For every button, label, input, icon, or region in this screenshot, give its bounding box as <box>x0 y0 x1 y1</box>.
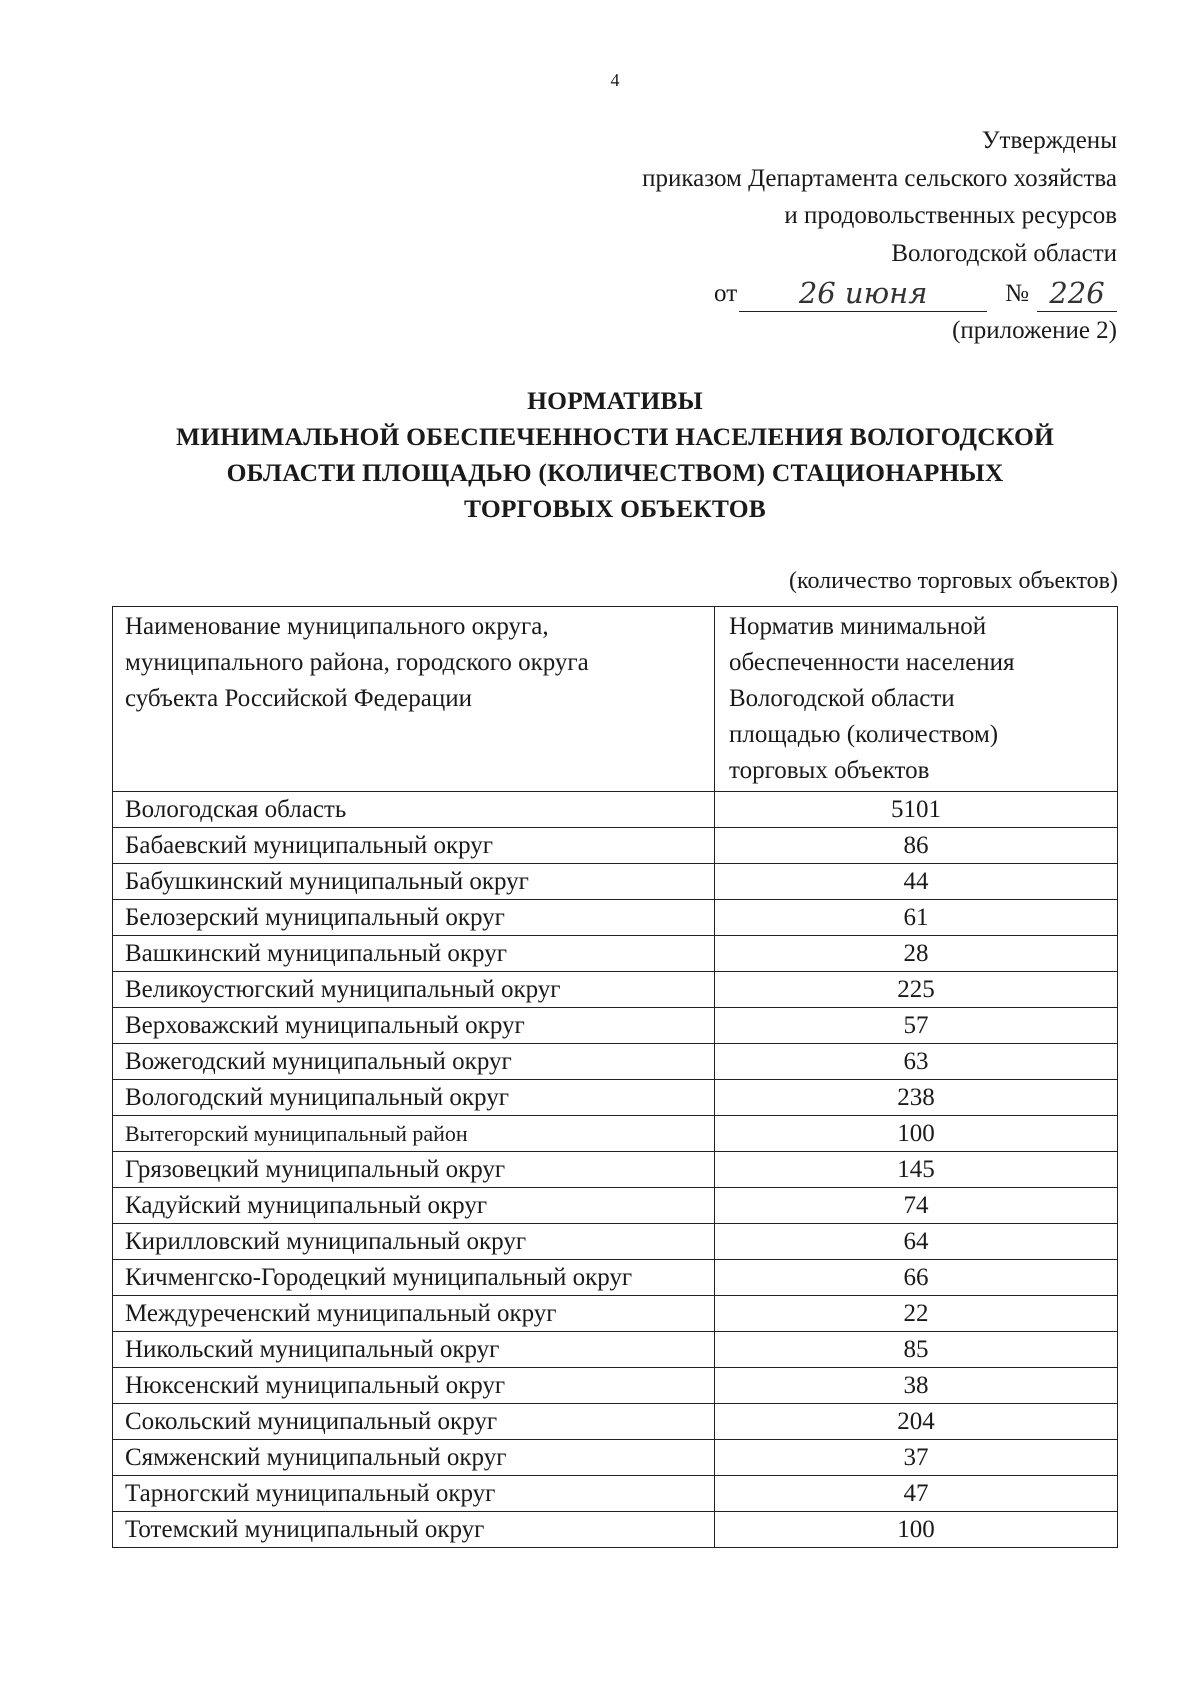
table-row <box>113 1404 1118 1440</box>
table-row <box>113 828 1118 864</box>
order-date-number <box>642 272 1117 312</box>
row-value: 37 <box>715 1440 1118 1476</box>
date-prefix: от <box>714 279 738 307</box>
row-value: 38 <box>715 1368 1118 1404</box>
unit-note: (количество торговых объектов) <box>789 568 1118 594</box>
row-value: 63 <box>715 1044 1118 1080</box>
table-row <box>113 1512 1118 1548</box>
number-prefix: № <box>1005 279 1029 307</box>
table-row <box>113 1476 1118 1512</box>
handwritten-date: 26 июня <box>739 275 987 312</box>
row-value: 64 <box>715 1224 1118 1260</box>
row-name: Великоустюгский муниципальный округ <box>113 972 715 1008</box>
header-value-line: обеспеченности населения <box>729 649 1015 676</box>
row-value: 100 <box>715 1116 1118 1152</box>
header-value-line: площадью (количеством) <box>729 721 999 748</box>
header-value-line: Вологодской области <box>729 685 955 712</box>
row-name: Вологодский муниципальный округ <box>113 1080 715 1116</box>
row-name: Кичменгско-Городецкий муниципальный округ <box>113 1260 715 1296</box>
table-row <box>113 1260 1118 1296</box>
row-name: Бабаевский муниципальный округ <box>113 828 715 864</box>
table-header-row <box>113 607 1118 792</box>
row-value: 44 <box>715 864 1118 900</box>
row-value: 225 <box>715 972 1118 1008</box>
approval-line-4: Вологодской области <box>891 239 1117 267</box>
table-row <box>113 864 1118 900</box>
row-name: Вологодская область <box>113 792 715 828</box>
document-title <box>0 383 1200 527</box>
row-value: 85 <box>715 1332 1118 1368</box>
approval-line-2: приказом Департамента сельского хозяйства <box>642 164 1117 192</box>
table-row <box>113 900 1118 936</box>
row-value: 47 <box>715 1476 1118 1512</box>
norms-table <box>112 606 1118 1548</box>
title-line-1: НОРМАТИВЫ <box>527 386 703 415</box>
header-value-cell <box>715 607 1118 792</box>
table-row <box>113 936 1118 972</box>
table-row <box>113 1044 1118 1080</box>
row-name: Белозерский муниципальный округ <box>113 900 715 936</box>
row-name: Тарногский муниципальный округ <box>113 1476 715 1512</box>
title-line-4: ТОРГОВЫХ ОБЪЕКТОВ <box>464 494 766 523</box>
header-name-line: муниципального района, городского округа <box>125 649 589 676</box>
table-row <box>113 1116 1118 1152</box>
row-value: 28 <box>715 936 1118 972</box>
title-line-2: МИНИМАЛЬНОЙ ОБЕСПЕЧЕННОСТИ НАСЕЛЕНИЯ ВОЛОГОДСКОЙ <box>175 422 1055 451</box>
header-value-line: торговых объектов <box>729 757 930 784</box>
row-value: 57 <box>715 1008 1118 1044</box>
row-name: Сокольский муниципальный округ <box>113 1404 715 1440</box>
header-name-line: Наименование муниципального округа, <box>125 613 549 640</box>
header-name-cell <box>113 607 715 792</box>
row-value: 204 <box>715 1404 1118 1440</box>
table-row <box>113 1296 1118 1332</box>
row-name: Бабушкинский муниципальный округ <box>113 864 715 900</box>
row-name: Кирилловский муниципальный округ <box>113 1224 715 1260</box>
row-value: 5101 <box>715 792 1118 828</box>
row-value: 61 <box>715 900 1118 936</box>
row-name: Грязовецкий муниципальный округ <box>113 1152 715 1188</box>
table-row <box>113 1008 1118 1044</box>
row-name: Междуреченский муниципальный округ <box>113 1296 715 1332</box>
row-name: Сямженский муниципальный округ <box>113 1440 715 1476</box>
row-value: 100 <box>715 1512 1118 1548</box>
handwritten-number: 226 <box>1037 275 1117 312</box>
table-row <box>113 1368 1118 1404</box>
row-value: 86 <box>715 828 1118 864</box>
table-row <box>113 1188 1118 1224</box>
row-value: 66 <box>715 1260 1118 1296</box>
row-name: Вожегодский муниципальный округ <box>113 1044 715 1080</box>
table-row <box>113 792 1118 828</box>
header-name-line: субъекта Российской Федерации <box>125 685 472 712</box>
approval-block <box>642 122 1117 350</box>
row-value: 145 <box>715 1152 1118 1188</box>
table-row <box>113 1224 1118 1260</box>
row-name: Никольский муниципальный округ <box>113 1332 715 1368</box>
row-name: Тотемский муниципальный округ <box>113 1512 715 1548</box>
title-line-3: ОБЛАСТИ ПЛОЩАДЬЮ (КОЛИЧЕСТВОМ) СТАЦИОНАРНЫХ <box>226 458 1004 487</box>
row-value: 22 <box>715 1296 1118 1332</box>
row-name: Нюксенский муниципальный округ <box>113 1368 715 1404</box>
attachment-label: (приложение 2) <box>952 317 1117 344</box>
table-row <box>113 1332 1118 1368</box>
header-value-line: Норматив минимальной <box>729 613 987 640</box>
row-name: Вашкинский муниципальный округ <box>113 936 715 972</box>
approval-line-1: Утверждены <box>981 127 1117 154</box>
table-row <box>113 1080 1118 1116</box>
row-value: 74 <box>715 1188 1118 1224</box>
page-number: 4 <box>610 70 620 90</box>
table-row <box>113 1152 1118 1188</box>
approval-line-3: и продовольственных ресурсов <box>784 202 1117 229</box>
row-name: Верховажский муниципальный округ <box>113 1008 715 1044</box>
row-value: 238 <box>715 1080 1118 1116</box>
table-row <box>113 1440 1118 1476</box>
row-name: Кадуйский муниципальный округ <box>113 1188 715 1224</box>
table-row <box>113 972 1118 1008</box>
row-name: Вытегорский муниципальный район <box>113 1116 715 1152</box>
